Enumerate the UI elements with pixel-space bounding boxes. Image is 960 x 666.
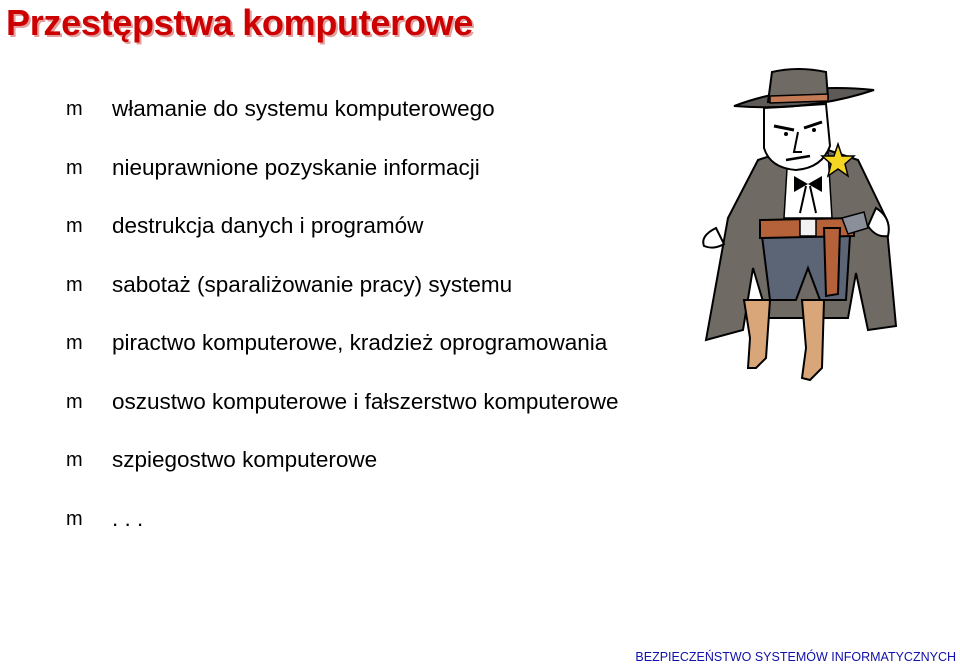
- bullet-marker: m: [66, 507, 83, 530]
- list-item: [66, 80, 618, 139]
- list-item: [66, 431, 618, 490]
- bullet-marker: m: [66, 273, 83, 296]
- bullet-marker: m: [66, 156, 83, 179]
- slide-title: Przestępstwa komputerowe: [6, 2, 473, 43]
- bullet-marker: m: [66, 390, 83, 413]
- list-item-text: nieuprawnione pozyskanie informacji: [112, 154, 480, 180]
- bullet-marker: m: [66, 215, 83, 238]
- list-item: [66, 373, 618, 432]
- list-item: [66, 490, 618, 549]
- list-item-text: oszustwo komputerowe i fałszerstwo komputerowe: [112, 388, 619, 414]
- list-item-text: destrukcja danych i programów: [112, 213, 424, 239]
- list-item-text: sabotaż (sparaliżowanie pracy) systemu: [112, 271, 513, 297]
- list-item: [66, 314, 618, 373]
- bullet-marker: m: [66, 449, 83, 472]
- bullet-marker: m: [66, 98, 83, 121]
- list-item: [66, 256, 618, 315]
- bullet-list: [66, 80, 618, 548]
- list-item-text: piractwo komputerowe, kradzież oprogramowania: [112, 330, 608, 356]
- list-item: [66, 197, 618, 256]
- list-item-text: szpiegostwo komputerowe: [112, 447, 378, 473]
- list-item-text: włamanie do systemu komputerowego: [112, 96, 495, 122]
- footer-text: BEZPIECZEŃSTWO SYSTEMÓW INFORMATYCZNYCH: [635, 650, 956, 664]
- cowboy-bandit-illustration: [698, 68, 898, 388]
- list-item: [66, 139, 618, 198]
- list-item-text: . . .: [112, 505, 144, 531]
- bullet-marker: m: [66, 332, 83, 355]
